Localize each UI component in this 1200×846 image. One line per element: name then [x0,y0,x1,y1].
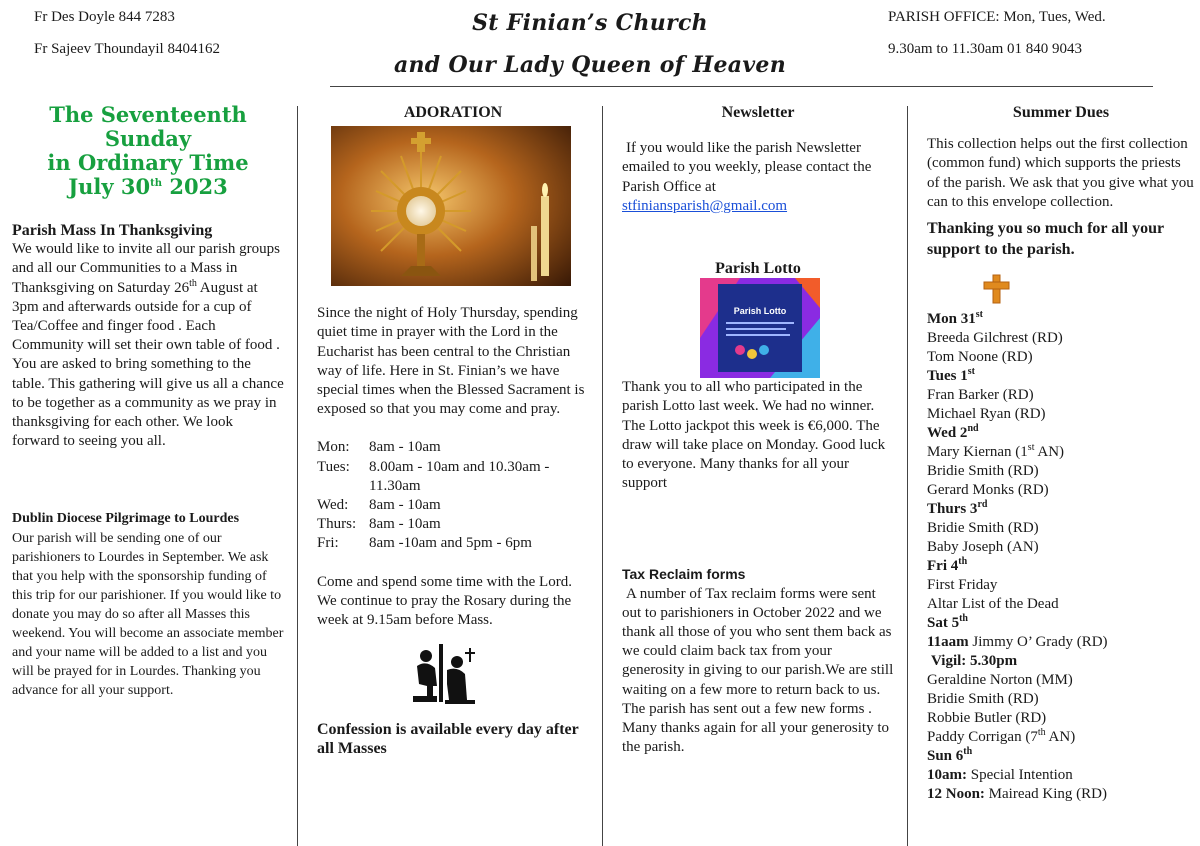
pilgrimage-text: Our parish will be sending one of our parishioners to Lourdes in September. We ask that you help with the sponsorship funding of this trip for our parishioner. If you would like to donate you may do so after all Masses this weekend. You will become an associate member and your name will be added to a list and you will be prayed for in Lourdes. Thanking you advance for all your support. [12,530,284,698]
day-sat: Sat 5th [927,613,968,632]
header-rule [330,86,1153,87]
day-tue: Tues 1st [927,366,975,385]
schedule-row [317,534,589,553]
cross-icon [981,274,1011,304]
rosary-text: We continue to pray the Rosary during the week at 9.15am before Mass. [317,592,572,629]
intention-name: Geraldine Norton (MM) [927,672,1073,689]
schedule-row [317,438,589,457]
intention-name: 11aam Jimmy O’ Grady (RD) [927,634,1108,651]
intention-name: Breeda Gilchrest (RD) [927,330,1063,347]
day-fri: Fri 4th [927,556,968,575]
intention-name: Robbie Butler (RD) [927,710,1047,727]
lotto-text: Thank you to all who participated in the parish Lotto last week. We had no winner. The Lotto jackpot this week is €6,000. The draw will take place on Monday. Good luck to everyone. Many thanks for all your support [622,379,886,492]
intention-name: Gerard Monks (RD) [927,482,1049,499]
summer-dues-text: This collection helps out the first collection (common fund) which supports the priests of the parish. We ask that you give what you can to this envelope collection. [927,136,1194,210]
newsletter-text: If you would like the parish Newsletter emailed to you weekly, please contact the Parish Office at [622,140,872,195]
schedule-time: 8am -10am and 5pm - 6pm [369,535,532,552]
column-sunday [12,103,284,700]
mass-intentions [927,310,1195,804]
intention-name: Fran Barker (RD) [927,387,1034,404]
schedule-day: Fri: [317,535,339,552]
mass-thanksgiving-text: We would like to invite all our parish groups and all our Communities to a Mass in Thanksgiving on Saturday 26th August at 3pm and afterwards outside for a cup of Tea/Coffee and finger food . Each Community will set their own table of food . You are asked to bring something to the table. This gathering will give us all a chance to be together as a community as we pray in thanksgiving for each other. We look forward to seeing you all. [12,241,284,450]
schedule-day: Mon: [317,439,350,456]
pilgrimage-heading: Dublin Diocese Pilgrimage to Lourdes [12,511,240,527]
intention-name: 10am: Special Intention [927,767,1073,784]
adoration-heading: ADORATION [403,104,503,121]
schedule-time: 8.00am - 10am and 10.30am - 11.30am [369,458,550,494]
adoration-intro: Since the night of Holy Thursday, spending quiet time in prayer with the Lord in the Eucharist has been central to the Christian way of life. Here in St. Finian’s we have special times when the Blessed Sacrament is exposed so that you may come and pray. [317,305,585,418]
intention-name: 12 Noon: Mairead King (RD) [927,786,1107,803]
newsletter-heading: Newsletter [721,104,795,121]
day-mon: Mon 31st [927,309,983,328]
schedule-time: 8am - 10am [369,439,441,456]
monstrance-image [331,126,571,286]
intention-name: Bridie Smith (RD) [927,520,1039,537]
tax-text-2: The parish has sent out a few new forms . Many thanks again for all your generosity to the parish. [622,700,890,756]
column-newsletter [622,103,894,757]
intention-name: Tom Noone (RD) [927,349,1033,366]
schedule-time: 8am - 10am [369,497,441,514]
vigil-time: Vigil: 5.30pm [931,653,1018,670]
schedule-time: 8am - 10am [369,516,441,533]
poster-title: Parish Lotto [733,306,787,317]
day-sun: Sun 6th [927,746,973,765]
tax-heading: Tax Reclaim forms [622,566,746,583]
parish-office-hours: 9.30am to 11.30am 01 840 9043 [888,41,1083,57]
intention-name: Altar List of the Dead [927,596,1059,613]
parish-office-days: PARISH OFFICE: Mon, Tues, Wed. [888,9,1106,25]
confession-text: Confession is available every day after all Masses [317,721,579,758]
church-name: St Finian’s Church and Our Lady Queen of Heaven [393,10,787,78]
schedule-row [317,458,589,496]
intention-name: Baby Joseph (AN) [927,539,1039,556]
lotto-poster [700,278,820,378]
column-summer-dues [927,103,1195,804]
column-divider [602,106,603,846]
intention-name: Mary Kiernan (1st AN) [927,442,1065,461]
intention-name: Michael Ryan (RD) [927,406,1046,423]
schedule-row [317,515,589,534]
sunday-title: The Seventeenth Sunday in Ordinary Time July 30th 2023 [47,102,249,199]
confession-icon [409,640,479,706]
intention-name: Paddy Corrigan (7th AN) [927,727,1076,746]
tax-text: A number of Tax reclaim forms were sent out to parishioners in October 2022 and we thank all those of you who sent them back as we could claim back tax from your generosity in giving to our parish.We are still waiting on a few more to return back to us. [622,585,894,698]
mass-thanksgiving-heading: Parish Mass In Thanksgiving [12,222,213,239]
parish-email-link[interactable]: stfiniansparish@gmail.com [622,197,788,214]
column-divider [297,106,298,846]
day-thu: Thurs 3rd [927,499,988,518]
thanks-text: Thanking you so much for all your support to the parish. [927,220,1164,259]
priest-2-contact: Fr Sajeev Thoundayil 8404162 [34,41,220,57]
priest-1-contact: Fr Des Doyle 844 7283 [34,9,175,25]
summer-dues-heading: Summer Dues [1012,104,1110,121]
schedule-row [317,496,589,515]
intention-name: Bridie Smith (RD) [927,691,1039,708]
column-divider [907,106,908,846]
schedule-day: Tues: [317,458,350,475]
day-wed: Wed 2nd [927,423,979,442]
schedule-day: Thurs: [317,516,357,533]
column-adoration [317,103,589,759]
schedule-day: Wed: [317,497,349,514]
adoration-schedule [317,438,589,553]
intention-name: First Friday [927,577,998,594]
come-text: Come and spend some time with the Lord. [317,573,572,590]
intention-name: Bridie Smith (RD) [927,463,1039,480]
lotto-heading: Parish Lotto [715,260,801,278]
